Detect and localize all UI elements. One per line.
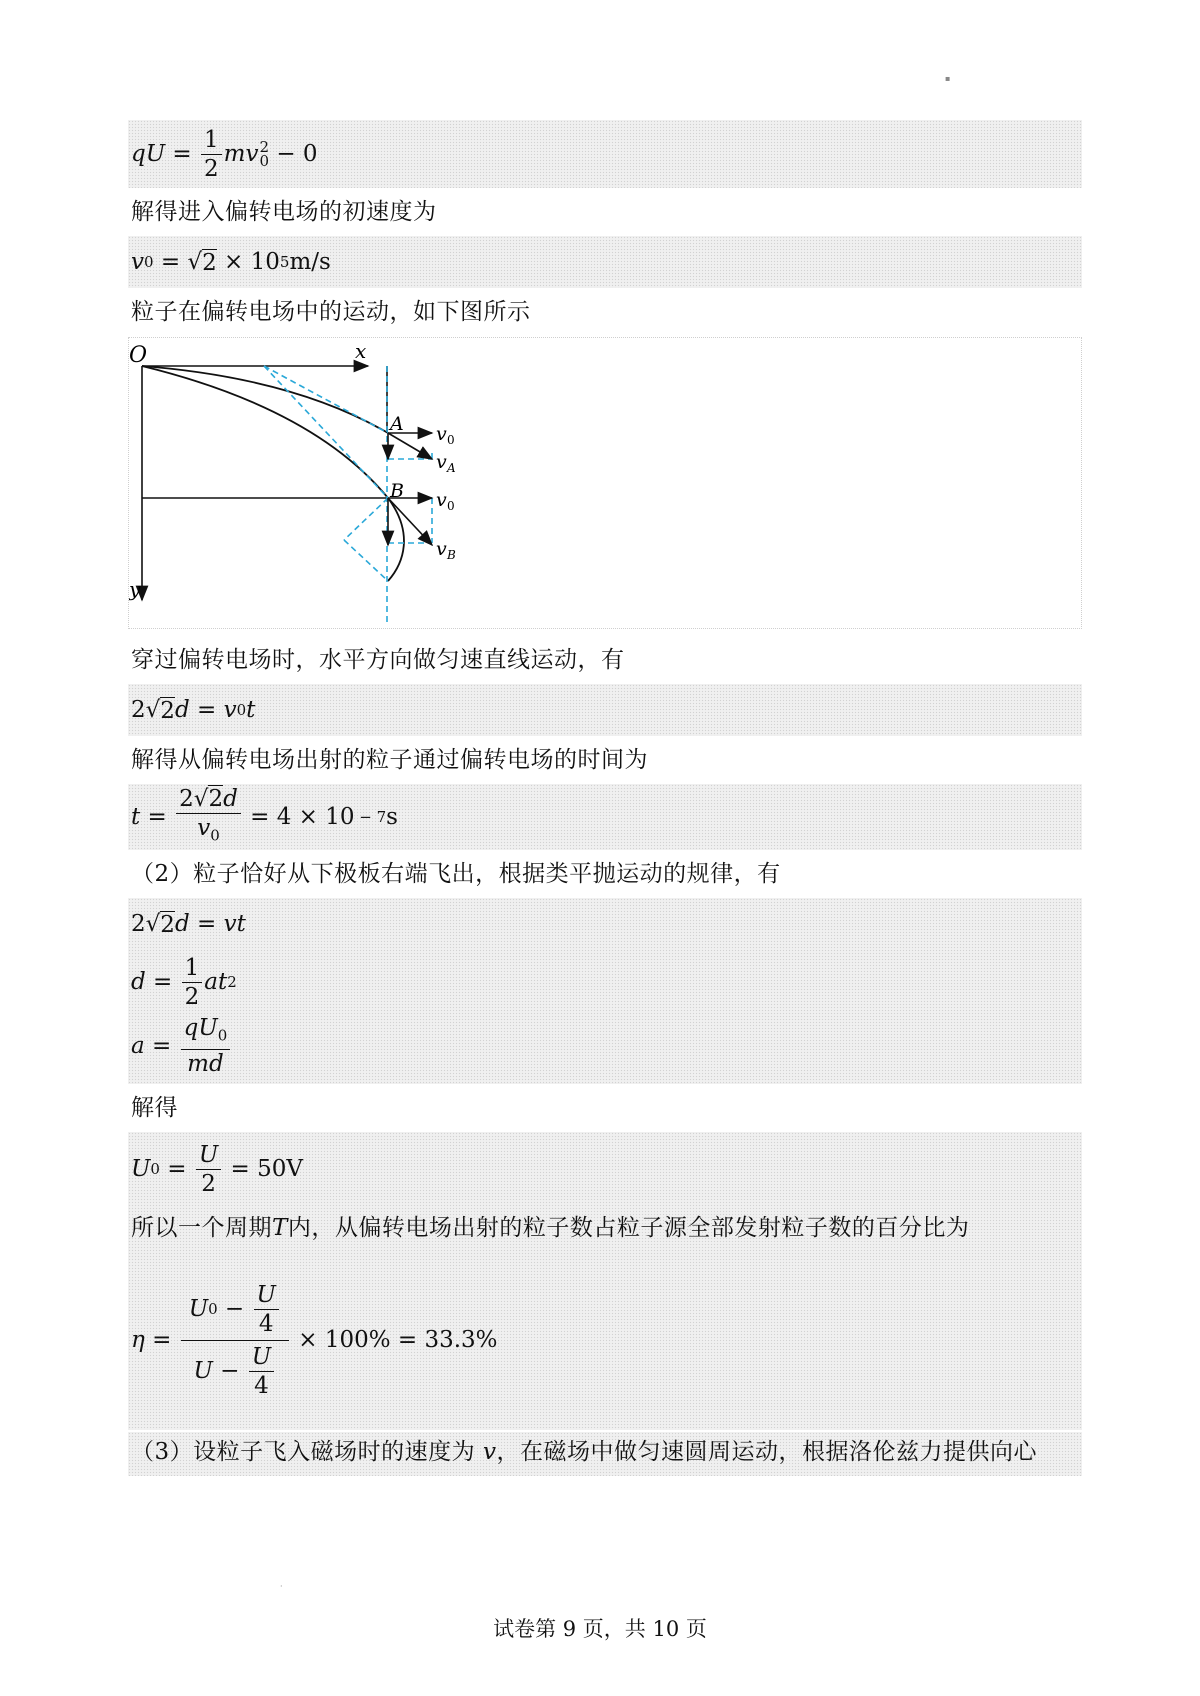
label-va-sub: A — [447, 461, 456, 475]
text-line-2: 粒子在偏转电场中的运动，如下图所示 — [131, 299, 531, 325]
label-v0-b-sub: 0 — [447, 499, 455, 513]
label-vb-sub: B — [447, 548, 456, 562]
dashed-construction — [264, 366, 432, 626]
formula-energy: qU = $\frac{1}{2}$ mv 2 0 − 0 — [128, 120, 1082, 188]
motion-diagram — [129, 338, 629, 630]
page-footer: 试卷第 9 页，共 10 页 — [493, 1617, 707, 1641]
formula-time: t = $\frac{2√2d}{v_0}$ = 4 × 10 − 7 s — [128, 784, 1082, 850]
label-va: v — [436, 451, 447, 473]
label-x: x — [355, 339, 367, 363]
diagram-area — [128, 337, 1082, 629]
label-vb: v — [436, 538, 447, 560]
text-line-1: 解得进入偏转电场的初速度为 — [131, 199, 437, 225]
formula-group-result: U 0 = $\frac{U}{2}$ = 50V 所以一个周期 T 内，从偏转电场出射的粒子数占粒子源全部发射粒子数的百分比为 η = U 0 − $\frac{U}{4}$ U − $\frac{U}{4}$ × 100% = 33.3% — [128, 1132, 1082, 1430]
bottom-mark: · — [280, 1582, 283, 1591]
formula-group-projectile: 2√ 2 d = vt d = $\frac{1}{2}$ at 2 a = $\frac{qU_0}{md}$ — [128, 898, 1082, 1084]
formula-horizontal: 2√ 2 d = v 0 t — [128, 684, 1082, 736]
label-v0-b: v — [436, 489, 447, 511]
text-line-8: （3）设粒子飞入磁场时的速度为 v，在磁场中做匀速圆周运动，根据洛伦兹力提供向心 — [128, 1432, 1082, 1476]
text-line-3: 穿过偏转电场时，水平方向做匀速直线运动，有 — [131, 647, 625, 673]
arc-path — [388, 498, 404, 581]
text-line-7: 所以一个周期 T 内，从偏转电场出射的粒子数占粒子源全部发射粒子数的百分比为 — [131, 1215, 970, 1241]
label-y: y — [129, 577, 141, 601]
corner-mark: ▪ — [945, 74, 951, 83]
label-b: B — [390, 480, 404, 502]
text-line-5: （2）粒子恰好从下极板右端飞出，根据类平抛运动的规律，有 — [131, 861, 781, 887]
label-v0-a: v — [436, 423, 447, 445]
label-v0-a-sub: 0 — [447, 433, 455, 447]
text-line-4: 解得从偏转电场出射的粒子通过偏转电场的时间为 — [131, 747, 648, 773]
label-origin: O — [129, 343, 148, 368]
text-line-6: 解得 — [131, 1095, 178, 1121]
formula-eta: η = U 0 − $\frac{U}{4}$ U − $\frac{U}{4}$ × 100% = 33.3% — [131, 1250, 1082, 1430]
label-a: A — [390, 413, 404, 435]
formula-v0: v 0 = √ 2 × 10 5 m/s — [128, 236, 1082, 288]
